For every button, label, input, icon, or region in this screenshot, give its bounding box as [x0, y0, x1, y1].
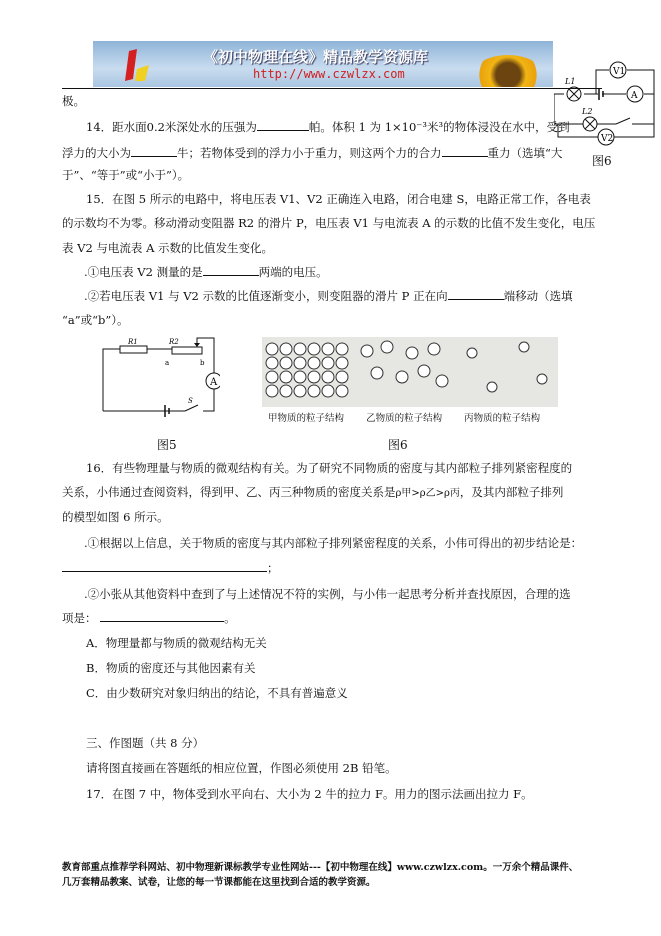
banner-title: 《初中物理在线》精品教学资源库 — [203, 48, 429, 66]
answer-blank[interactable] — [100, 610, 224, 622]
svg-text:L1: L1 — [565, 77, 576, 86]
q15-line3: 表 V2 与电流表 A 示数的比值发生变化。 — [62, 241, 274, 255]
footer-line1: 教育部重点推荐学科网站、初中物理新课标教学专业性网站---【初中物理在线】www.czwlzx.com。一万余个精品课件、 — [62, 862, 579, 873]
svg-text:R2: R2 — [169, 338, 179, 346]
carry-over-text: 极。 — [62, 94, 85, 108]
svg-text:a: a — [165, 359, 170, 367]
answer-blank[interactable] — [131, 145, 177, 157]
sunflower-image — [473, 55, 543, 87]
answer-blank[interactable] — [442, 145, 488, 157]
q15-sub2-end: “a”或“b”）。 — [62, 313, 129, 327]
q14-line1: 14．距水面0.2米深处水的压强为 帕。体积 1 为 1×10⁻³米³的物体浸没在水中，受到 — [86, 120, 570, 134]
q15-sub2: .②若电压表 V1 与 V2 示数的比值逐渐变小，则变阻器的滑片 P 正在向 端移动（选填 — [84, 289, 573, 303]
section-3-instruction: 请将图直接画在答题纸的相应位置，作图必须使用 2B 铅笔。 — [86, 761, 397, 775]
svg-text:V1: V1 — [613, 67, 626, 77]
section-3-title: 三、作图题（共 8 分） — [86, 736, 205, 750]
q16-line1: 16．有些物理量与物质的微观结构有关。为了研究不同物质的密度与其内部粒子排列紧密程度的 — [86, 461, 573, 475]
q16-sub2-answer: 项是： 。 — [62, 611, 236, 625]
q14-line2: 浮力的大小为 牛；若物体受到的浮力小于重力，则这两个力的合力 重力（选填“大 — [62, 146, 563, 160]
q15-line2: 的示数均不为零。移动滑动变阻器 R2 的滑片 P，电压表 V1 与电流表 A 的示数的比值不发生变化，电压 — [62, 216, 596, 230]
figure-6-particle-image — [262, 337, 558, 407]
svg-text:S: S — [188, 397, 193, 405]
q15-sub1: .①电压表 V2 测量的是 两端的电压。 — [84, 265, 328, 279]
header-divider — [62, 88, 602, 89]
svg-text:b: b — [200, 359, 205, 367]
figure-caption-top: 图6 — [592, 154, 612, 168]
svg-text:L2: L2 — [582, 107, 593, 116]
svg-text:A: A — [631, 91, 638, 101]
q16-sub1: .①根据以上信息，关于物质的密度与其内部粒子排列紧密程度的关系，小伟可得出的初步结论是： — [84, 536, 583, 550]
figure-6-caption: 图6 — [388, 438, 408, 452]
option-a: A．物理量都与物质的微观结构无关 — [86, 636, 267, 650]
figure-5-caption: 图5 — [157, 438, 177, 452]
q15-line1: 15．在图 5 所示的电路中，将电压表 V1、V2 正确连入电路，闭合电建 S，电路正常工作，各电表 — [86, 192, 591, 206]
q17-text: 17．在图 7 中，物体受到水平向右、大小为 2 牛的拉力 F。用力的图示法画出拉力 F。 — [86, 787, 533, 801]
answer-blank[interactable] — [203, 264, 259, 276]
figure-6-labels: 甲物质的粒子结构 乙物质的粒子结构 丙物质的粒子结构 — [268, 413, 541, 424]
header-banner — [93, 41, 553, 87]
option-c: C．由少数研究对象归纳出的结论，不具有普遍意义 — [86, 686, 348, 700]
footer-line2: 几万套精品教案、试卷，让您的每一节课都能在这里找到合适的教学资源。 — [62, 877, 376, 888]
svg-text:A: A — [210, 377, 218, 388]
banner-url[interactable]: http://www.czwlzx.com — [253, 67, 405, 81]
svg-text:R1: R1 — [128, 338, 138, 346]
q16-sub2: .②小张从其他资料中查到了与上述情况不符的实例，与小伟一起思考分析并查找原因，合理的选 — [84, 587, 571, 601]
q16-sub1-answer: ； — [62, 560, 279, 576]
logo-icon — [123, 49, 153, 83]
q14-line3: 于”、“等于”或“小于”）。 — [62, 168, 190, 182]
answer-blank[interactable] — [257, 119, 309, 131]
q16-line2: 关系，小伟通过查阅资料，得到甲、乙、丙三种物质的密度关系是ρ甲>ρ乙>ρ丙，及其内部粒子排列 — [62, 485, 564, 499]
q16-line3: 的模型如图 6 所示。 — [62, 510, 169, 524]
figure-5-circuit — [95, 337, 220, 417]
svg-text:V2: V2 — [601, 134, 614, 144]
option-b: B．物质的密度还与其他因素有关 — [86, 661, 256, 675]
answer-blank[interactable] — [448, 288, 504, 300]
circuit-figure-top — [554, 44, 661, 154]
answer-blank[interactable] — [62, 560, 267, 572]
